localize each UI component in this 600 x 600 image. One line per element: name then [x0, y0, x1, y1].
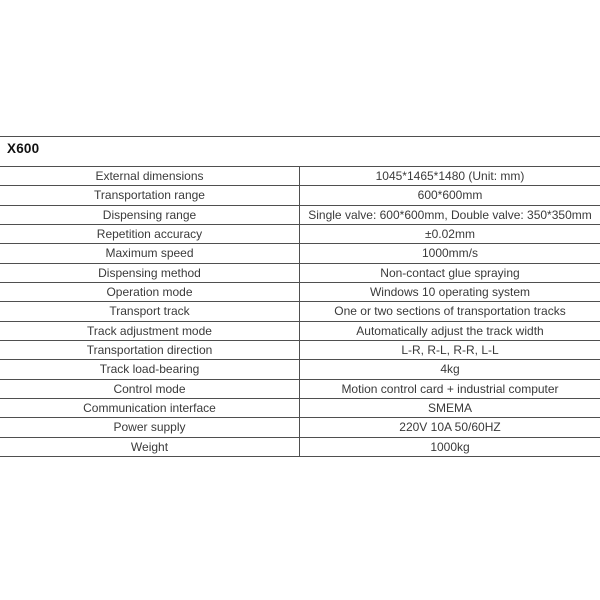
spec-label-cell: Dispensing range: [0, 206, 300, 224]
spec-label-cell: Power supply: [0, 418, 300, 436]
table-row: [0, 186, 600, 205]
spec-value-cell: SMEMA: [427, 401, 472, 416]
spec-value-cell: 1045*1465*1480 (Unit: mm): [375, 169, 525, 184]
spec-value-cell: L-R, R-L, R-R, L-L: [401, 343, 499, 358]
table-row: [0, 206, 600, 225]
spec-value-cell: Non-contact glue spraying: [380, 265, 520, 280]
header-divider-line: [0, 136, 600, 137]
spec-value-cell: ±0.02mm: [425, 227, 475, 242]
spec-value-cell: 1000mm/s: [421, 246, 479, 261]
spec-label-cell: Repetition accuracy: [0, 225, 300, 243]
table-row: [0, 418, 600, 437]
table-row: [0, 322, 600, 341]
spec-label-cell: Transport track: [0, 302, 300, 320]
specification-table: [0, 166, 600, 457]
table-row: [0, 167, 600, 186]
spec-value-cell: 4kg: [440, 362, 460, 377]
spec-value-cell: 1000kg: [430, 439, 470, 454]
table-row: [0, 264, 600, 283]
spec-label-cell: Track adjustment mode: [0, 322, 300, 340]
spec-value-cell: Windows 10 operating system: [369, 285, 531, 300]
table-row: [0, 438, 600, 457]
spec-label-cell: Dispensing method: [0, 264, 300, 282]
spec-label-cell: Communication interface: [0, 399, 300, 417]
table-row: [0, 380, 600, 399]
table-row: [0, 341, 600, 360]
table-row: [0, 302, 600, 321]
spec-label-cell: Operation mode: [0, 283, 300, 301]
spec-label-cell: Control mode: [0, 380, 300, 398]
spec-value-cell: Automatically adjust the track width: [356, 323, 544, 338]
spec-label-cell: Track load-bearing: [0, 360, 300, 378]
spec-value-cell: 600*600mm: [417, 188, 483, 203]
spec-value-cell: 220V 10A 50/60HZ: [399, 420, 501, 435]
page-title: X600: [7, 141, 40, 156]
table-row: [0, 360, 600, 379]
spec-label-cell: Transportation range: [0, 186, 300, 204]
spec-label-cell: Weight: [0, 438, 300, 456]
spec-label-cell: Transportation direction: [0, 341, 300, 359]
table-row: [0, 283, 600, 302]
spec-value-cell: Motion control card + industrial computer: [341, 381, 559, 396]
spec-value-cell: Single valve: 600*600mm, Double valve: 350*350mm: [308, 207, 592, 222]
table-row: [0, 225, 600, 244]
table-row: [0, 399, 600, 418]
spec-value-cell: One or two sections of transportation tracks: [334, 304, 566, 319]
table-row: [0, 244, 600, 263]
spec-label-cell: Maximum speed: [0, 244, 300, 262]
spec-label-cell: External dimensions: [0, 167, 300, 185]
